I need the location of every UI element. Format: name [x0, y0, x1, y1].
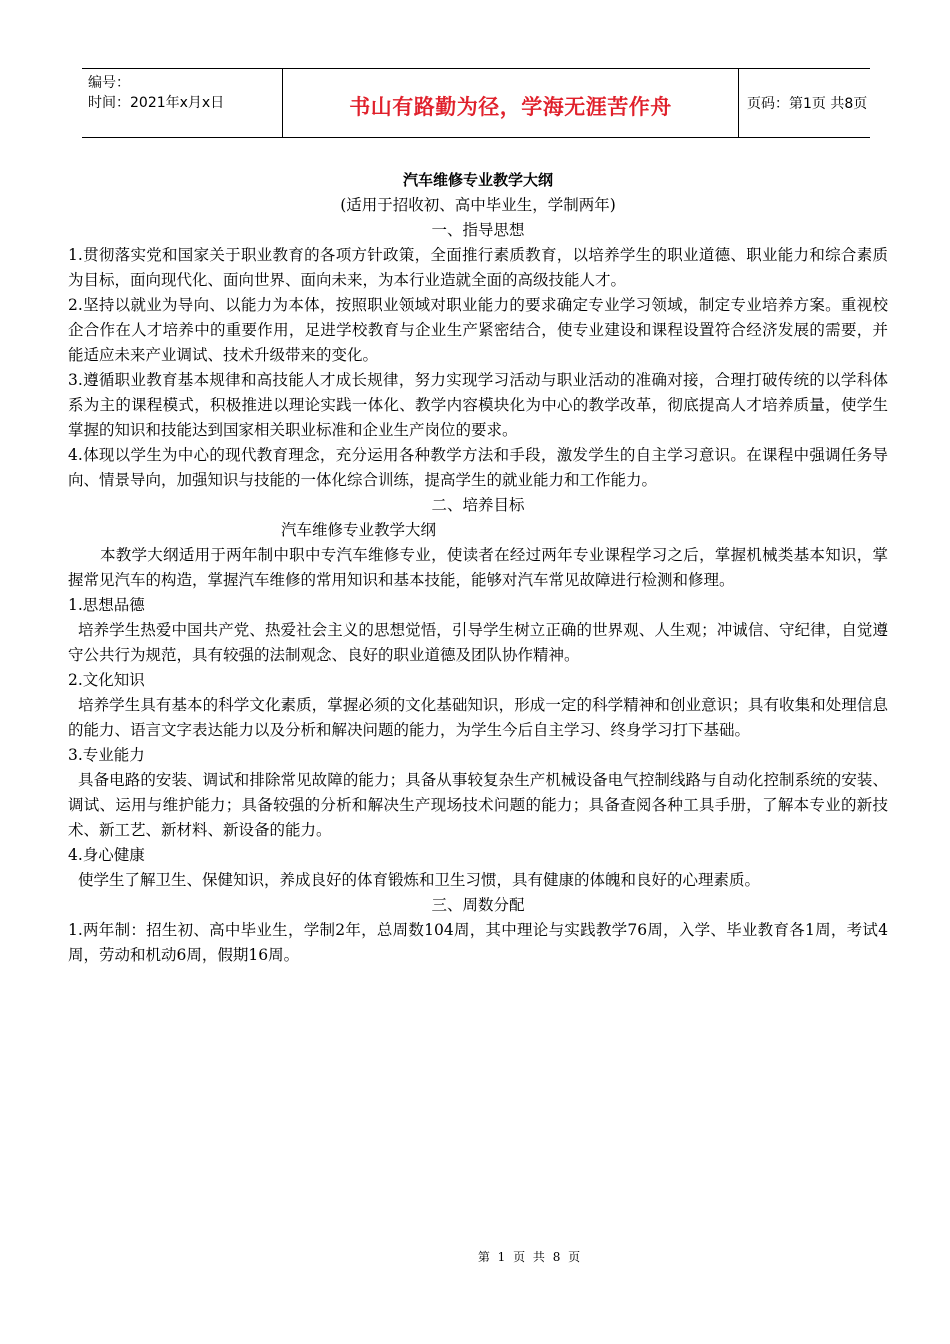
document-title: 汽车维修专业教学大纲	[402, 171, 553, 189]
header-meta	[82, 69, 282, 137]
subsection-heading: 4.身心健康	[68, 846, 145, 864]
header-page-info: 页码：第1页 共8页	[747, 96, 868, 112]
paragraph: 1.贯彻落实党和国家关于职业教育的各项方针政策，全面推行素质教育，以培养学生的职业道德、职业能力和综合素质为目标，面向现代化、面向世界、面向未来，为本行业造就全面的高级技能人才。	[68, 246, 888, 289]
paragraph: 使学生了解卫生、保健知识，养成良好的体育锻炼和卫生习惯，具有健康的体魄和良好的心理素质。	[78, 871, 761, 889]
section-1-heading: 一、指导思想	[431, 221, 525, 239]
doc-date: 时间：2021年x月x日	[88, 95, 225, 111]
document-subtitle: (适用于招收初、高中毕业生，学制两年)	[340, 196, 616, 214]
paragraph: 4.体现以学生为中心的现代教育理念，充分运用各种教学方法和手段，激发学生的自主学习意识。在课程中强调任务导向、情景导向，加强知识与技能的一体化综合训练，提高学生的就业能力和工作能力。	[68, 446, 888, 489]
subsection-heading: 3.专业能力	[68, 746, 145, 764]
paragraph: 培养学生具有基本的科学文化素质，掌握必须的文化基础知识，形成一定的科学精神和创业意识；具有收集和处理信息的能力、语言文字表达能力以及分析和解决问题的能力，为学生今后自主学习、终身学习打下基础。	[68, 696, 888, 739]
paragraph: 3.遵循职业教育基本规律和高技能人才成长规律，努力实现学习活动与职业活动的准确对接，合理打破传统的以学科体系为主的课程模式，积极推进以理论实践一体化、教学内容模块化为中心的教学改革，彻底提高人才培养质量，使学生掌握的知识和技能达到国家相关职业标准和企业生产岗位的要求。	[68, 371, 888, 439]
section-3-heading: 三、周数分配	[431, 896, 525, 914]
paragraph: 培养学生热爱中国共产党、热爱社会主义的思想觉悟，引导学生树立正确的世界观、人生观；冲诚信、守纪律，自觉遵守公共行为规范，具有较强的法制观念、良好的职业道德及团队协作精神。	[68, 621, 888, 664]
paragraph: 具备电路的安装、调试和排除常见故障的能力；具备从事较复杂生产机械设备电气控制线路与自动化控制系统的安装、调试、运用与维护能力；具备较强的分析和解决生产现场技术问题的能力；具备查阅各种工具手册，了解本专业的新技术、新工艺、新材料、新设备的能力。	[68, 771, 888, 839]
page-footer: 第 1 页 共 8 页	[477, 1250, 583, 1264]
paragraph: 1.两年制：招生初、高中毕业生，学制2年，总周数104周，其中理论与实践教学76周，入学、毕业教育各1周，考试4周，劳动和机动6周，假期16周。	[68, 921, 888, 964]
paragraph: 2.坚持以就业为导向、以能力为本体，按照职业领域对职业能力的要求确定专业学习领域，制定专业培养方案。重视校企合作在人才培养中的重要作用，足进学校教育与企业生产紧密结合，使专业建设和课程设置符合经济发展的需要，并能适应未来产业调试、技术升级带来的变化。	[68, 296, 888, 364]
page-header	[82, 68, 870, 138]
doc-number-label: 编号：	[88, 75, 130, 91]
paragraph: 本教学大纲适用于两年制中职中专汽车维修专业，使读者在经过两年专业课程学习之后，掌握机械类基本知识，掌握常见汽车的构造，掌握汽车维修的常用知识和基本技能，能够对汽车常见故障进行检测和修理。	[68, 546, 888, 589]
section-2-subtitle: 汽车维修专业教学大纲	[281, 521, 437, 539]
section-2-heading: 二、培养目标	[431, 496, 525, 514]
subsection-heading: 1.思想品德	[68, 596, 145, 614]
header-motto: 书山有路勤为径，学海无涯苦作舟	[282, 69, 739, 137]
subsection-heading: 2.文化知识	[68, 671, 145, 689]
document-body	[68, 168, 888, 968]
